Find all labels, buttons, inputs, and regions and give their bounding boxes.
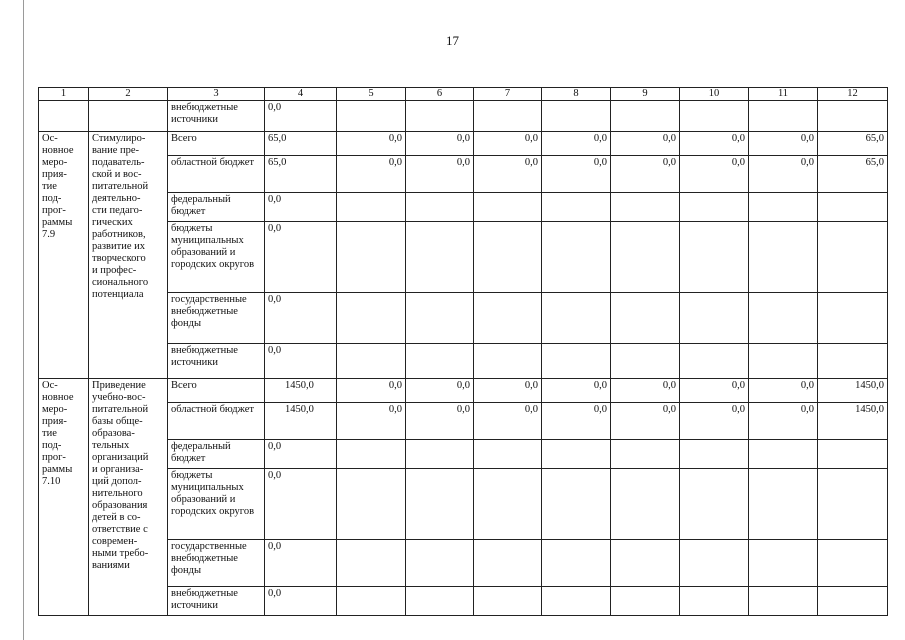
value-cell: 0,0: [265, 540, 337, 587]
value-cell: 0,0: [265, 344, 337, 379]
value-cell: [680, 222, 749, 293]
value-cell: 0,0: [611, 403, 680, 440]
value-cell: 0,0: [337, 132, 406, 156]
empty-cell: [39, 101, 89, 132]
funding-source-cell: внебюджетные источники: [168, 587, 265, 616]
value-cell: [474, 440, 542, 469]
value-cell: [406, 440, 474, 469]
column-header: 6: [406, 88, 474, 101]
column-header: 9: [611, 88, 680, 101]
value-cell: [542, 193, 611, 222]
value-cell: 0,0: [265, 293, 337, 344]
value-cell: [680, 587, 749, 616]
value-cell: [680, 101, 749, 132]
value-cell: [542, 440, 611, 469]
value-cell: [749, 101, 818, 132]
value-cell: [611, 587, 680, 616]
value-cell: [680, 540, 749, 587]
value-cell: [542, 293, 611, 344]
value-cell: [337, 293, 406, 344]
value-cell: [406, 222, 474, 293]
value-cell: 0,0: [406, 156, 474, 193]
value-cell: [611, 222, 680, 293]
value-cell: [680, 193, 749, 222]
value-cell: [337, 193, 406, 222]
value-cell: 0,0: [749, 379, 818, 403]
funding-source-cell: Всего: [168, 132, 265, 156]
value-cell: [474, 293, 542, 344]
column-header: 1: [39, 88, 89, 101]
value-cell: 0,0: [265, 222, 337, 293]
value-cell: [749, 222, 818, 293]
value-cell: [749, 469, 818, 540]
value-cell: [818, 587, 888, 616]
column-header: 5: [337, 88, 406, 101]
funding-source-cell: государственные внебюджетные фонды: [168, 293, 265, 344]
funding-source-cell: бюджеты муниципальных образований и городских округов: [168, 469, 265, 540]
empty-cell: [89, 101, 168, 132]
value-cell: 0,0: [265, 469, 337, 540]
funding-source-cell: внебюджетные источники: [168, 344, 265, 379]
value-cell: 0,0: [542, 379, 611, 403]
value-cell: [680, 293, 749, 344]
value-cell: [749, 440, 818, 469]
value-cell: [680, 469, 749, 540]
value-cell: 65,0: [265, 156, 337, 193]
value-cell: 0,0: [265, 440, 337, 469]
value-cell: 0,0: [542, 132, 611, 156]
value-cell: 0,0: [474, 132, 542, 156]
value-cell: 1450,0: [818, 379, 888, 403]
value-cell: [474, 540, 542, 587]
activity-name-cell: Приведение учебно-вос- питательной базы обще- образова- тельных организаций и организа- ций допол- нительного образования детей в со- ответствие с современ- ными требо- ваниями: [89, 379, 168, 616]
value-cell: [474, 193, 542, 222]
value-cell: [474, 344, 542, 379]
value-cell: 0,0: [542, 403, 611, 440]
value-cell: 0,0: [611, 156, 680, 193]
value-cell: [337, 222, 406, 293]
value-cell: [406, 344, 474, 379]
value-cell: [749, 193, 818, 222]
table-row: [39, 132, 888, 156]
page-number: 17: [446, 33, 459, 48]
value-cell: 0,0: [474, 403, 542, 440]
value-cell: 0,0: [406, 403, 474, 440]
value-cell: [337, 469, 406, 540]
value-cell: [749, 540, 818, 587]
column-header: 11: [749, 88, 818, 101]
value-cell: [749, 293, 818, 344]
value-cell: [406, 469, 474, 540]
value-cell: 0,0: [337, 403, 406, 440]
value-cell: [680, 440, 749, 469]
activity-code-cell: Ос- новное меро- прия- тие под- прог- раммы 7.10: [39, 379, 89, 616]
value-cell: [818, 344, 888, 379]
table-row: [39, 101, 888, 132]
value-cell: [818, 293, 888, 344]
value-cell: [542, 344, 611, 379]
value-cell: [474, 222, 542, 293]
value-cell: [337, 540, 406, 587]
value-cell: 65,0: [818, 156, 888, 193]
value-cell: [542, 540, 611, 587]
funding-source-cell: федеральный бюджет: [168, 440, 265, 469]
funding-source-cell: областной бюджет: [168, 403, 265, 440]
binding-margin-line: [23, 0, 24, 640]
value-cell: [542, 101, 611, 132]
value-cell: [406, 540, 474, 587]
value-cell: [680, 344, 749, 379]
value-cell: 0,0: [265, 193, 337, 222]
funding-source-cell: Всего: [168, 379, 265, 403]
value-cell: [406, 587, 474, 616]
value-cell: [474, 101, 542, 132]
funding-source-cell: государственные внебюджетные фонды: [168, 540, 265, 587]
value-cell: [818, 193, 888, 222]
value-cell: [542, 587, 611, 616]
value-cell: 1450,0: [265, 403, 337, 440]
value-cell: [542, 469, 611, 540]
value-cell: 0,0: [337, 379, 406, 403]
column-number-row: [39, 88, 888, 101]
value-cell: [406, 101, 474, 132]
value-cell: [611, 344, 680, 379]
value-cell: 0,0: [749, 132, 818, 156]
budget-table: [38, 87, 888, 616]
value-cell: [611, 193, 680, 222]
value-cell: [337, 440, 406, 469]
value-cell: 0,0: [680, 403, 749, 440]
funding-source-cell: внебюджетные источники: [168, 101, 265, 132]
value-cell: 0,0: [611, 132, 680, 156]
value-cell: 0,0: [749, 156, 818, 193]
activity-code-cell: Ос- новное меро- прия- тие под- прог- раммы 7.9: [39, 132, 89, 379]
value-cell: 0,0: [611, 379, 680, 403]
value-cell: [611, 440, 680, 469]
value-cell: 0,0: [406, 379, 474, 403]
value-cell: [337, 101, 406, 132]
value-cell: 1450,0: [265, 379, 337, 403]
funding-source-cell: бюджеты муниципальных образований и городских округов: [168, 222, 265, 293]
value-cell: [818, 540, 888, 587]
value-cell: [337, 587, 406, 616]
value-cell: 0,0: [265, 587, 337, 616]
column-header: 4: [265, 88, 337, 101]
column-header: 2: [89, 88, 168, 101]
value-cell: [749, 587, 818, 616]
value-cell: [611, 293, 680, 344]
value-cell: [611, 469, 680, 540]
value-cell: 0,0: [749, 403, 818, 440]
column-header: 12: [818, 88, 888, 101]
value-cell: 0,0: [542, 156, 611, 193]
value-cell: [611, 540, 680, 587]
value-cell: [474, 469, 542, 540]
value-cell: 65,0: [818, 132, 888, 156]
column-header: 3: [168, 88, 265, 101]
value-cell: 0,0: [474, 156, 542, 193]
value-cell: [337, 344, 406, 379]
column-header: 7: [474, 88, 542, 101]
value-cell: [406, 193, 474, 222]
value-cell: [818, 440, 888, 469]
value-cell: 0,0: [680, 379, 749, 403]
column-header: 10: [680, 88, 749, 101]
value-cell: [749, 344, 818, 379]
value-cell: 0,0: [680, 156, 749, 193]
value-cell: [474, 587, 542, 616]
value-cell: 1450,0: [818, 403, 888, 440]
value-cell: 0,0: [474, 379, 542, 403]
value-cell: 0,0: [680, 132, 749, 156]
value-cell: 0,0: [406, 132, 474, 156]
funding-source-cell: областной бюджет: [168, 156, 265, 193]
activity-name-cell: Стимулиро- вание пре- подаватель- ской и вос- питательной деятельно- сти педаго- гических работников, развитие их творческого и профес- сионального потенциала: [89, 132, 168, 379]
value-cell: [542, 222, 611, 293]
value-cell: 65,0: [265, 132, 337, 156]
value-cell: [406, 293, 474, 344]
value-cell: 0,0: [265, 101, 337, 132]
value-cell: [818, 469, 888, 540]
value-cell: [818, 101, 888, 132]
table-row: [39, 379, 888, 403]
value-cell: 0,0: [337, 156, 406, 193]
value-cell: [818, 222, 888, 293]
column-header: 8: [542, 88, 611, 101]
value-cell: [611, 101, 680, 132]
funding-source-cell: федеральный бюджет: [168, 193, 265, 222]
